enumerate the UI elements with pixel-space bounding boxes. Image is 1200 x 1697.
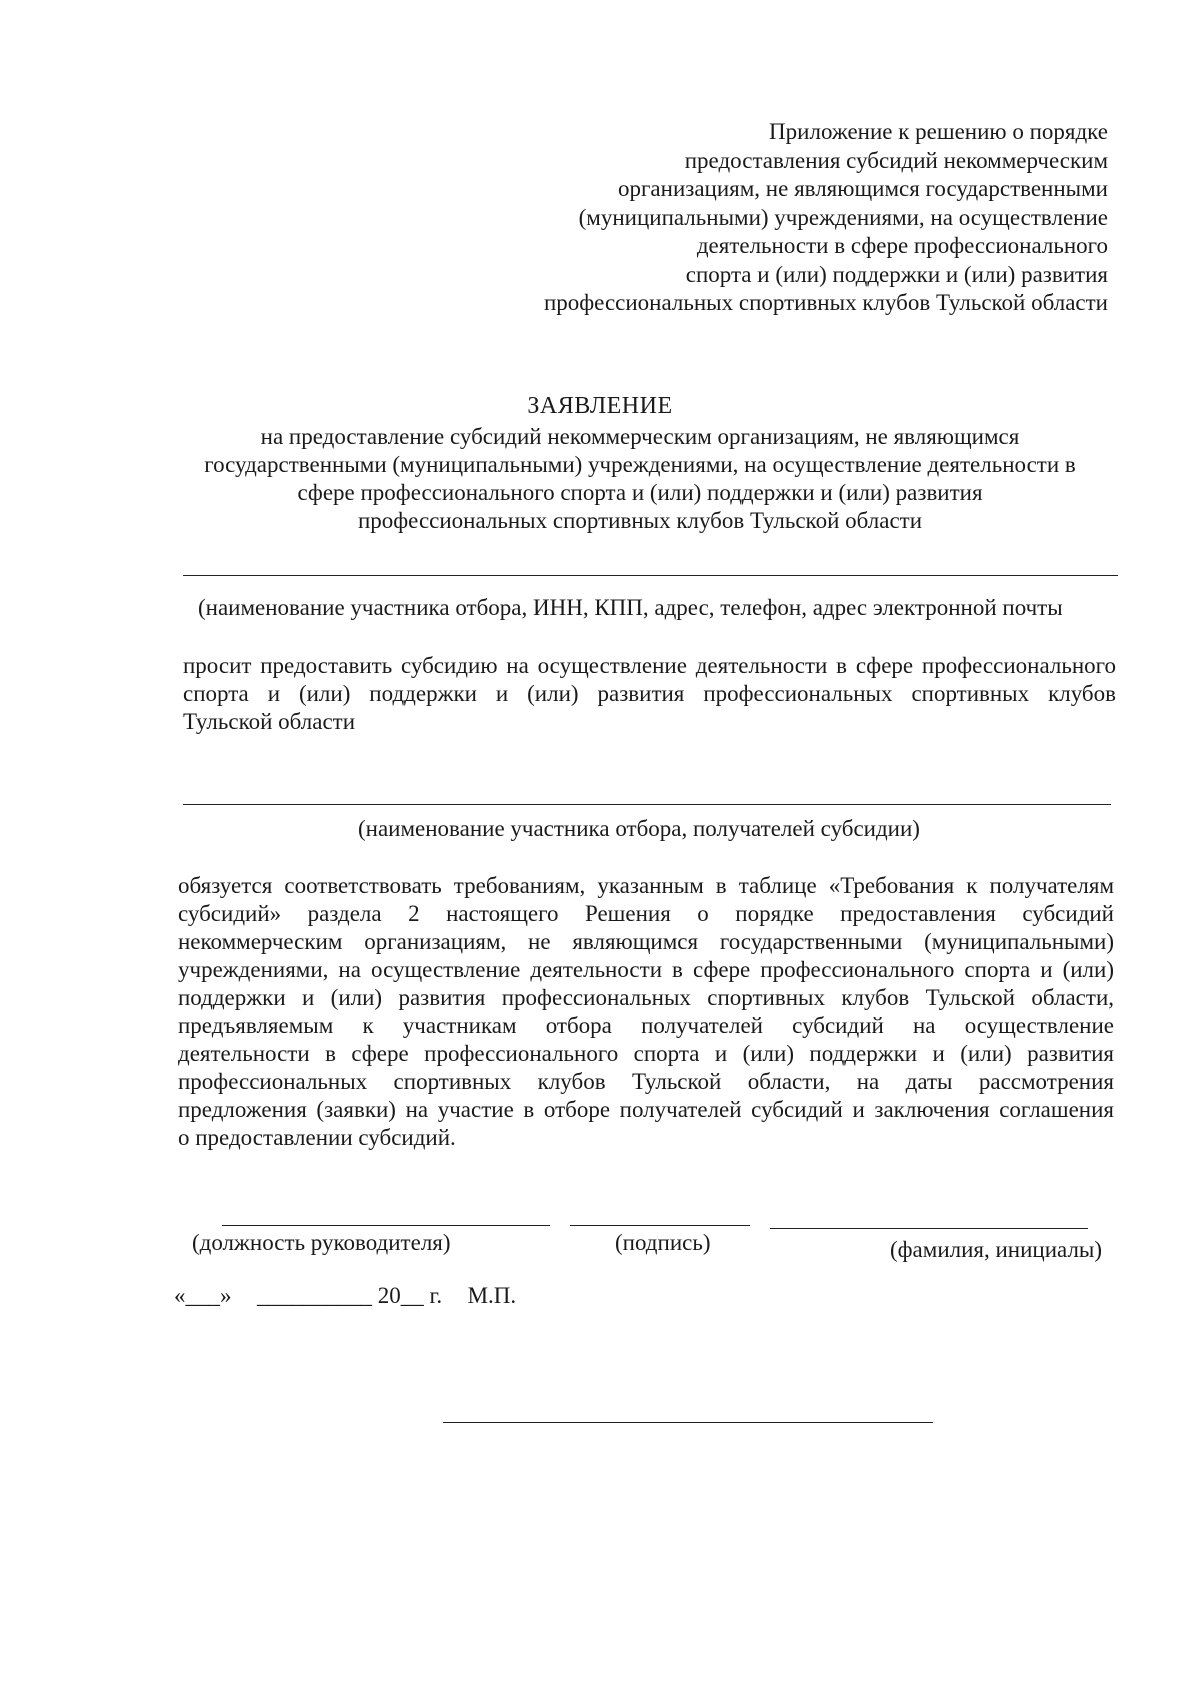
date-month-blank: __________ <box>257 1283 372 1308</box>
subtitle-line: государственными (муниципальными) учреждениями, на осуществление деятельности в <box>204 452 1076 477</box>
appendix-line: профессиональных спортивных клубов Тульской области <box>543 290 1108 315</box>
document-title: ЗАЯВЛЕНИЕ <box>527 393 673 419</box>
request-line: Тульской области <box>183 709 356 734</box>
obligation-line: о предоставлении субсидий. <box>178 1125 456 1150</box>
obligation-line: субсидий» раздела 2 настоящего Решения о порядке предоставления субсидий <box>178 901 1114 926</box>
subtitle-line: профессиональных спортивных клубов Тульской области <box>357 508 923 533</box>
appendix-line: Приложение к решению о порядке <box>769 119 1108 144</box>
appendix-line: деятельности в сфере профессионального <box>696 233 1108 258</box>
request-line: спорта и (или) поддержки и (или) развития профессиональных спортивных клубов <box>183 681 1116 706</box>
position-label: (должность руководителя) <box>192 1230 451 1255</box>
appendix-line: (муниципальными) учреждениями, на осуществление <box>578 204 1108 230</box>
date-quote-open: « <box>174 1283 186 1308</box>
bottom-separator-line <box>443 1422 933 1423</box>
obligation-line: обязуется соответствовать требованиям, указанным в таблице «Требования к получателям <box>178 873 1114 898</box>
signature-line <box>570 1225 750 1226</box>
date-day-blank: ___ <box>185 1283 220 1308</box>
name-signature-line <box>770 1228 1088 1229</box>
recipient-caption: (наименование участника отбора, получателей субсидии) <box>358 816 920 841</box>
appendix-line: организациям, не являющимся государственными <box>618 176 1108 201</box>
date-row <box>174 1283 516 1309</box>
subtitle-line: сфере профессионального спорта и (или) поддержки и (или) развития <box>297 480 983 505</box>
obligation-line: деятельности в сфере профессионального спорта и (или) поддержки и (или) развития <box>178 1041 1114 1066</box>
date-quote-close: » <box>220 1283 232 1308</box>
participant-field-line <box>183 575 1118 576</box>
obligation-paragraph <box>178 872 1114 1152</box>
name-label: (фамилия, инициалы) <box>890 1237 1103 1262</box>
request-paragraph <box>183 652 1116 736</box>
stamp-label: М.П. <box>467 1283 517 1308</box>
participant-caption: (наименование участника отбора, ИНН, КПП, адрес, телефон, адрес электронной почты <box>198 595 1063 620</box>
obligation-line: некоммерческим организациям, не являющимся государственными (муниципальными) <box>178 929 1114 954</box>
appendix-line: предоставления субсидий некоммерческим <box>684 147 1108 173</box>
recipient-field-line <box>183 804 1111 805</box>
date-year-blank: __ <box>400 1283 424 1308</box>
position-signature-line <box>222 1225 550 1226</box>
request-line: просит предоставить субсидию на осуществление деятельности в сфере профессионального <box>183 653 1116 678</box>
obligation-line: предъявляемым к участникам отбора получателей субсидий на осуществление <box>178 1013 1114 1038</box>
date-year-suffix: г. <box>429 1283 443 1308</box>
date-year-prefix: 20 <box>377 1283 401 1308</box>
signature-label: (подпись) <box>615 1230 711 1255</box>
document-subtitle <box>150 423 1130 535</box>
appendix-header <box>468 118 1108 318</box>
obligation-line: профессиональных спортивных клубов Тульской области, на даты рассмотрения <box>178 1069 1114 1094</box>
obligation-line: поддержки и (или) развития профессиональных спортивных клубов Тульской области, <box>178 985 1114 1010</box>
obligation-line: учреждениями, на осуществление деятельности в сфере профессионального спорта и (или) <box>178 957 1114 982</box>
appendix-line: спорта и (или) поддержки и (или) развития <box>685 261 1108 287</box>
subtitle-line: на предоставление субсидий некоммерческим организациям, не являющимся <box>260 424 1020 449</box>
obligation-line: предложения (заявки) на участие в отборе получателей субсидий и заключения соглашения <box>178 1097 1114 1122</box>
